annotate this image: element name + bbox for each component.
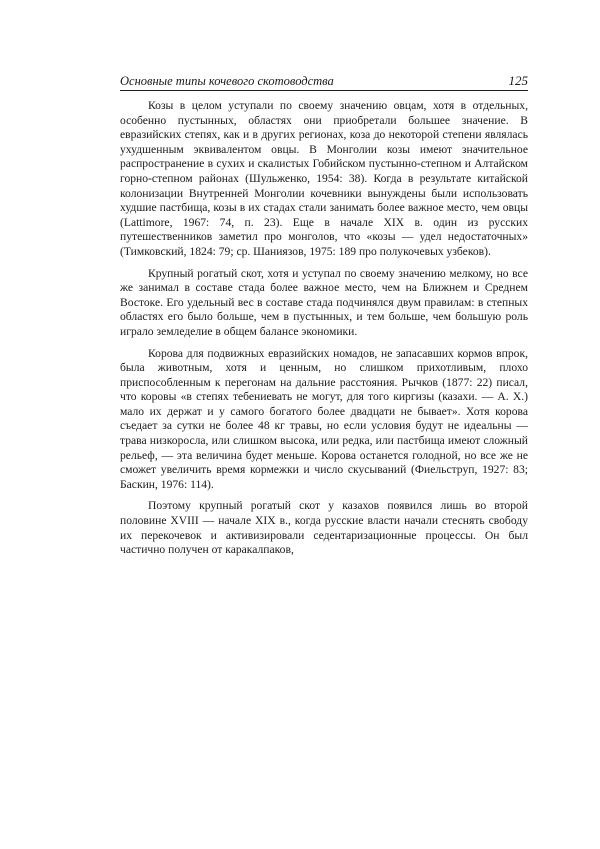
body-text — [120, 99, 528, 558]
running-title: Основные типы кочевого скотоводства — [120, 74, 334, 88]
page-content — [120, 74, 528, 565]
paragraph-goats: Козы в целом уступали по своему значению овцам, хотя в отдельных, особенно пустынных, областях они приобретали большее значение. В евразийских степях, как и в других регионах, коза до некоторой степени являлась ухудшенным эквивалентом овцы. В Монголии козы имеют значительное распространение в сухих и скалистых Гобийском пустынно-степном и Алтайском горно-степном районах (Шульженко, 1954: 38). Когда в результате китайской колонизации Внутренней Монголии кочевники вынуждены были использовать худшие пастбища, козы в их стадах стали занимать более важное место, чем овцы (Lattimore, 1967: 74, п. 23). Еще в начале XIX в. один из русских путешественников заметил про монголов, что «козы — удел недостаточных» (Тимковский, 1824: 79; ср. Шаниязов, 1975: 189 про полукочевых узбеков). — [120, 99, 528, 258]
paragraph-kazakhs: Поэтому крупный рогатый скот у казахов появился лишь во второй половине XVIII — начале XIX в., когда русские власти начали стеснять свободу их перекочевок и активизировали седентаризационные процессы. Он был частично получен от каракалпаков, — [120, 499, 528, 557]
paragraph-cattle: Крупный рогатый скот, хотя и уступал по своему значению мелкому, но все же занимал в составе стада более важное место, чем на Ближнем и Среднем Востоке. Его удельный вес в составе стада подчинялся двум правилам: в степных областях его было больше, чем в пустынных, и тем больше, чем большую роль играло земледелие в общем балансе экономики. — [120, 266, 528, 338]
paragraph-cow: Корова для подвижных евразийских номадов, не запасавших кормов впрок, была животным, хотя и ценным, но слишком прихотливым, плохо приспособленным к перегонам на дальние расстояния. Рычков (1877: 22) писал, что коровы «в степях тебениевать не могут, для того киргизы (казахи. — А. Х.) мало их держат и у самого богатого более двадцати не бывает». Хотя корова съедает за сутки не более 48 кг травы, но если условия будут не идеальны — трава низкоросла, или слишком высока, или редка, или пастбища имеют сложный рельеф, — эта величина будет меньше. Корова останется голодной, но все же не сможет увеличить время кормежки и число скусываний (Фиельструп, 1927: 83; Баскин, 1976: 114). — [120, 346, 528, 491]
running-header — [120, 74, 528, 91]
page-number: 125 — [508, 73, 528, 88]
